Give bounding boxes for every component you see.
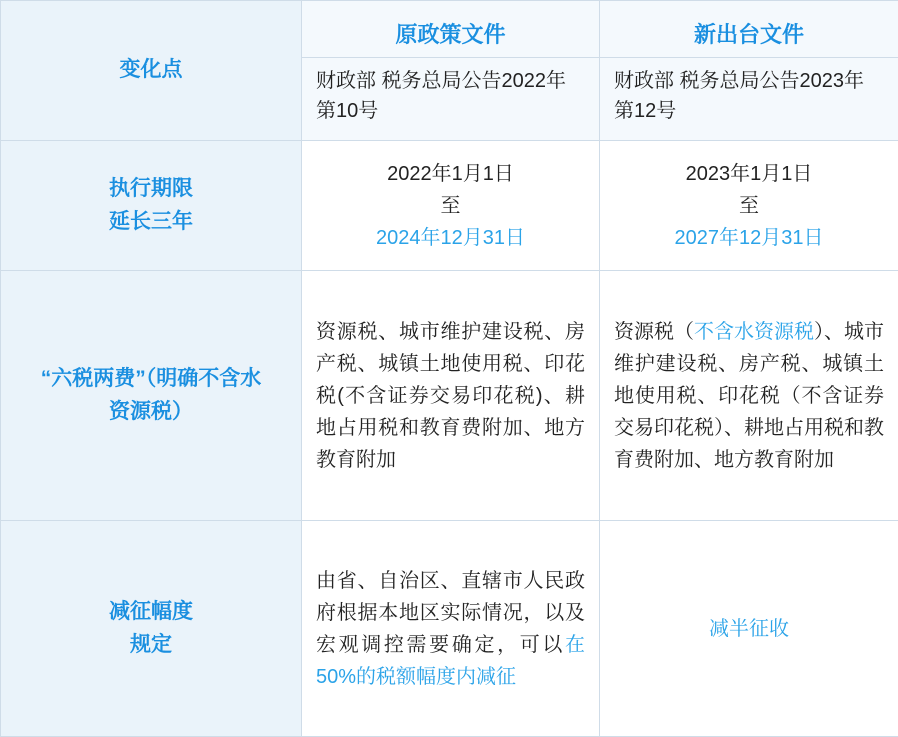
row-label-line-2: 资源税） xyxy=(15,396,287,429)
row-label-line-1: “六税两费”（明确不含水 xyxy=(15,363,287,396)
new-six-taxes-highlight: 不含水资源税 xyxy=(694,321,814,343)
old-term-start: 2022年1月1日 xyxy=(316,158,585,190)
new-six-taxes-prefix: 资源税（ xyxy=(614,321,694,343)
old-reduction-prefix: 由省、自治区、直辖市人民政府根据本地区实际情况，以及宏观调控需要确定，可以 xyxy=(316,570,585,656)
old-six-taxes-cell: 资源税、城市维护建设税、房产税、城镇土地使用税、印花税(不含证券交易印花税)、耕地占用税和教育费附加、地方教育附加 xyxy=(302,271,600,521)
new-term-separator: 至 xyxy=(614,190,884,222)
old-term-end: 2024年12月31日 xyxy=(316,222,585,254)
old-term-cell xyxy=(302,141,600,271)
row-label-reduction-range xyxy=(1,521,302,737)
new-term-cell xyxy=(600,141,898,271)
table-row xyxy=(1,521,898,737)
new-reduction-cell: 减半征收 xyxy=(600,521,898,737)
row-label-line-2: 规定 xyxy=(15,629,287,662)
new-six-taxes-cell xyxy=(600,271,898,521)
row-label-line-1: 减征幅度 xyxy=(15,596,287,629)
column-header-change-point: 变化点 xyxy=(1,1,302,141)
new-term-start: 2023年1月1日 xyxy=(614,158,884,190)
table-row xyxy=(1,271,898,521)
row-label-line-1: 执行期限 xyxy=(15,173,287,206)
column-header-new-policy xyxy=(600,1,898,141)
new-policy-document: 财政部 税务总局公告2023年第12号 xyxy=(614,66,884,126)
table-row xyxy=(1,1,898,141)
old-term-separator: 至 xyxy=(316,190,585,222)
new-policy-title: 新出台文件 xyxy=(600,8,898,58)
row-label-six-taxes-two-fees xyxy=(1,271,302,521)
row-label-term-extension xyxy=(1,141,302,271)
row-label-line-2: 延长三年 xyxy=(15,206,287,239)
old-policy-document: 财政部 税务总局公告2022年第10号 xyxy=(316,66,585,126)
old-reduction-cell xyxy=(302,521,600,737)
new-term-end: 2027年12月31日 xyxy=(614,222,884,254)
old-reduction-highlight: 在50%的税额幅度内减征 xyxy=(316,634,585,688)
column-header-old-policy xyxy=(302,1,600,141)
new-six-taxes-rest: ）、城市维护建设税、房产税、城镇土地使用税、印花税（不含证券交易印花税）、耕地占用税和教育费附加、地方教育附加 xyxy=(614,321,884,471)
table-row xyxy=(1,141,898,271)
old-policy-title: 原政策文件 xyxy=(302,8,599,58)
